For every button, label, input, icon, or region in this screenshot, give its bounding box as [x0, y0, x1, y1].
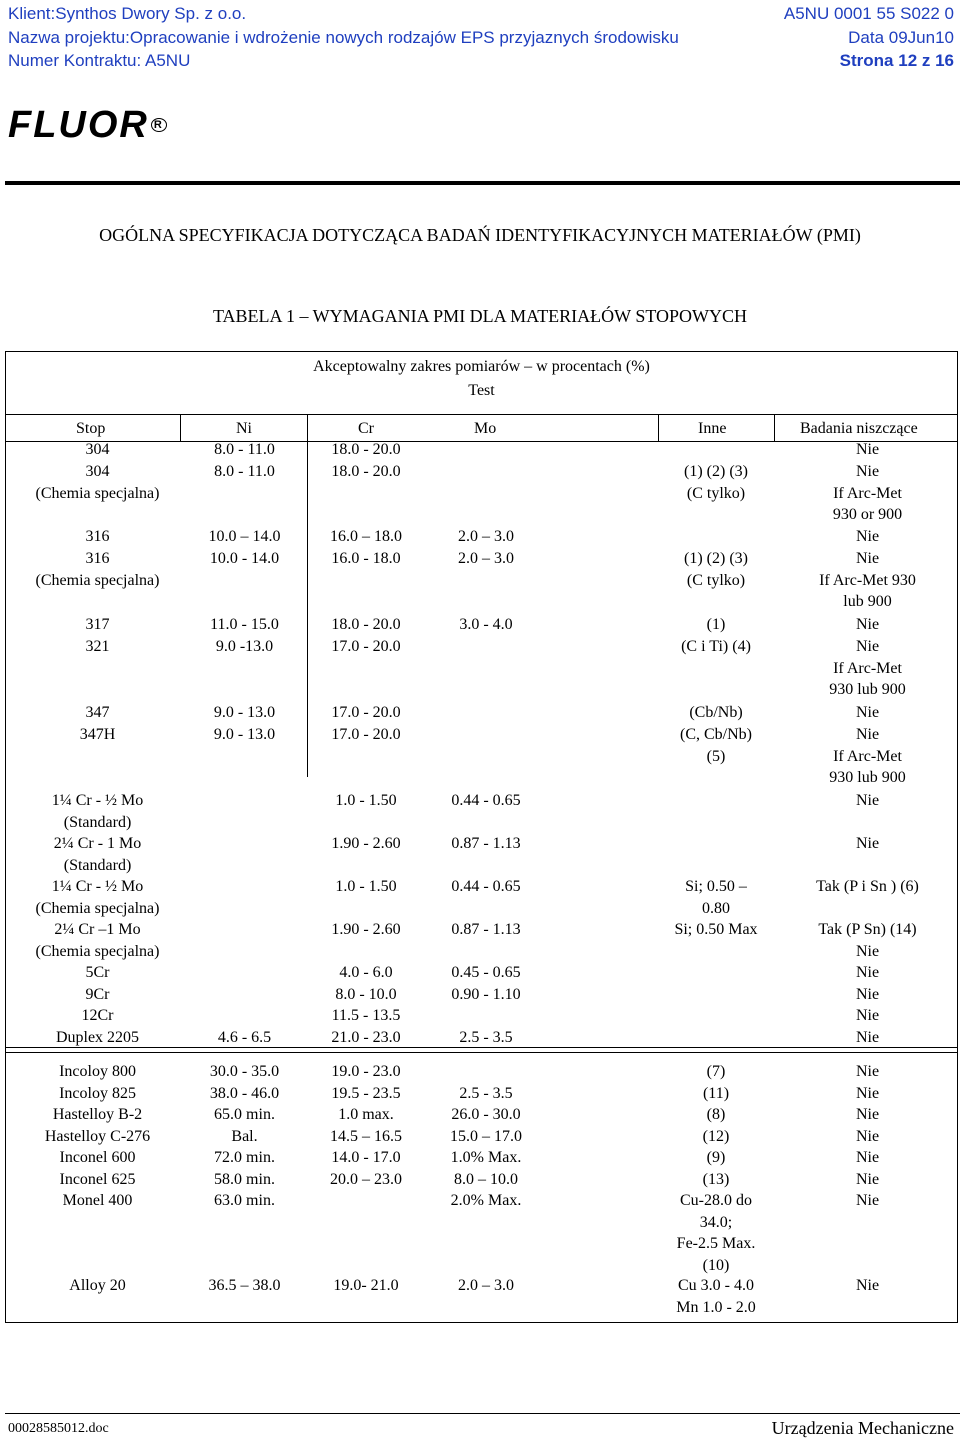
cell-line: 9.0 -13.0 — [215, 638, 274, 655]
logo-text: FLUOR — [8, 104, 149, 146]
column-divider — [774, 414, 775, 441]
ni-cell — [192, 614, 297, 636]
alloy-cell — [14, 1190, 181, 1212]
cell-line: 316 — [85, 528, 110, 545]
col-header-inne: Inne — [698, 420, 727, 437]
cell-line: lub 900 — [843, 593, 892, 610]
cell-line: Inconel 625 — [59, 1170, 136, 1188]
date-label: Data 09Jun10 — [848, 28, 954, 47]
cell-line: If Arc-Met — [833, 659, 902, 677]
cell-line: (1) (2) (3) — [684, 550, 748, 567]
cell-line: (13) — [702, 1170, 730, 1188]
cell-line: 14.5 – 16.5 — [330, 1127, 402, 1145]
cell-line: Nie — [855, 942, 880, 960]
cell-line: 2.0% Max. — [450, 1192, 522, 1209]
mo-cell — [431, 1190, 541, 1212]
cell-line: Tak (P i Sn ) (6) — [816, 878, 919, 895]
cell-line: Nie — [855, 726, 880, 743]
cell-line: 18.0 - 20.0 — [331, 463, 401, 480]
alloy-cell — [14, 790, 181, 876]
cell-line: (9) — [706, 1149, 726, 1166]
cell-line: 347 — [85, 704, 110, 721]
cell-line: 19.0 - 23.0 — [331, 1063, 401, 1080]
cell-line: Nie — [855, 704, 880, 721]
cell-line: (Cb/Nb) — [689, 704, 743, 721]
cell-line: 1.0 - 1.50 — [335, 792, 397, 809]
cr-cell — [311, 876, 421, 1048]
cell-line: 1.90 - 2.60 — [331, 921, 401, 938]
cell-line: 4.6 - 6.5 — [217, 1028, 272, 1046]
footer-section: Urządzenia Mechaniczne — [771, 1418, 954, 1438]
footer-filename: 00028585012.doc — [8, 1421, 109, 1436]
cell-line: Nie — [855, 1149, 880, 1166]
ni-cell — [192, 724, 297, 746]
cr-cell — [311, 461, 421, 483]
cell-line: 2.5 - 3.5 — [459, 1028, 513, 1046]
alloy-cell — [14, 1275, 181, 1297]
alloy-cell — [14, 1061, 181, 1104]
col-header-cr: Cr — [358, 420, 374, 437]
cr-cell — [311, 1275, 421, 1297]
cr-cell — [311, 526, 421, 548]
cell-line: Fe-2.5 Max. — [676, 1235, 756, 1252]
destructive-test-cell — [786, 636, 949, 701]
mo-cell — [431, 790, 541, 855]
cell-line: (C i Ti) (4) — [681, 638, 751, 655]
destructive-test-cell — [786, 724, 949, 789]
fluor-logo — [8, 105, 167, 145]
cell-line: Bal. — [231, 1127, 258, 1145]
cell-line: 30.0 - 35.0 — [209, 1063, 280, 1080]
cell-line: 0.87 - 1.13 — [451, 921, 521, 938]
col-header-ni: Ni — [236, 420, 252, 437]
destructive-test-cell — [786, 461, 949, 526]
destructive-test-cell — [786, 439, 949, 461]
cell-line: 15.0 – 17.0 — [450, 1127, 522, 1145]
cell-line: 19.5 - 23.5 — [331, 1084, 401, 1102]
cell-line — [431, 898, 541, 920]
alloy-cell — [14, 614, 181, 636]
table-title: TABELA 1 – WYMAGANIA PMI DLA MATERIAŁÓW STOPOWYCH — [212, 306, 748, 326]
other-cell — [646, 461, 786, 504]
cell-line: (Standard) — [63, 813, 132, 831]
other-cell — [646, 1104, 786, 1147]
cr-cell — [311, 1061, 421, 1104]
client-label: Klient:Synthos Dwory Sp. z o.o. — [8, 4, 247, 23]
cell-line — [431, 1005, 541, 1027]
mo-cell — [431, 614, 541, 636]
cell-line: 321 — [85, 638, 110, 655]
other-cell — [646, 614, 786, 636]
cell-line: Nie — [855, 1170, 880, 1188]
cell-line: 14.0 - 17.0 — [331, 1149, 401, 1166]
cell-line: (1) — [706, 616, 726, 633]
cell-line: Nie — [855, 1028, 880, 1046]
cell-line: 304 — [85, 441, 110, 458]
destructive-test-cell — [786, 548, 949, 613]
ni-cell — [192, 1275, 297, 1297]
cell-line: Inconel 600 — [59, 1149, 136, 1166]
cell-line: 26.0 - 30.0 — [451, 1106, 521, 1123]
column-divider — [180, 414, 181, 441]
cell-line: 17.0 - 20.0 — [331, 704, 401, 721]
cell-line: 8.0 - 10.0 — [335, 985, 397, 1003]
cell-line: 16.0 - 18.0 — [331, 550, 401, 567]
other-cell — [646, 876, 786, 941]
cell-line: If Arc-Met — [833, 747, 902, 765]
cell-line: 2.0 – 3.0 — [458, 1277, 514, 1294]
cell-line: 10.0 - 14.0 — [209, 550, 280, 567]
col-header-mo: Mo — [474, 420, 497, 437]
mo-cell — [431, 1275, 541, 1297]
cell-line: Si; 0.50 Max — [674, 921, 758, 938]
destructive-test-cell — [786, 614, 949, 636]
document-number: A5NU 0001 55 S022 0 — [783, 4, 954, 23]
cell-line: 4.0 - 6.0 — [339, 964, 393, 981]
cell-line: Mn 1.0 - 2.0 — [676, 1298, 756, 1316]
ni-cell — [192, 1061, 297, 1104]
cell-line: 316 — [85, 550, 110, 567]
cell-line — [192, 919, 297, 941]
cell-line — [311, 941, 421, 963]
ni-cell — [192, 439, 297, 461]
cell-line: 0.80 — [702, 899, 730, 917]
table-caption-test: Test — [468, 382, 495, 399]
other-cell — [646, 1147, 786, 1190]
cr-cell — [311, 724, 421, 746]
cell-line: 0.90 - 1.10 — [451, 985, 521, 1003]
cell-line: 72.0 min. — [214, 1149, 275, 1166]
mo-cell — [431, 548, 541, 570]
cell-line: 930 lub 900 — [829, 681, 906, 698]
document-title: OGÓLNA SPECYFIKACJA DOTYCZĄCA BADAŃ IDENTYFIKACYJNYCH MATERIAŁÓW (PMI) — [99, 225, 861, 245]
cell-line: Nie — [855, 1192, 880, 1209]
cell-line: Tak (P Sn) (14) — [818, 921, 917, 938]
destructive-test-cell — [786, 790, 949, 855]
cr-cell — [311, 548, 421, 570]
cell-line: Nie — [855, 985, 880, 1003]
header-divider — [6, 414, 957, 415]
cell-line: (8) — [706, 1106, 726, 1123]
cell-line: (Chemia specjalna) — [35, 942, 160, 960]
cell-line: 65.0 min. — [214, 1106, 275, 1123]
cell-line: 304 — [85, 463, 110, 480]
col-header-stop: Stop — [76, 420, 106, 437]
cell-line: Nie — [855, 964, 880, 981]
cell-line: (Chemia specjalna) — [35, 899, 160, 917]
cell-line: 9Cr — [85, 985, 110, 1003]
ni-cell — [192, 1147, 297, 1190]
cell-line: Nie — [855, 792, 880, 809]
cell-line: Monel 400 — [62, 1192, 133, 1209]
cell-line: 16.0 – 18.0 — [330, 528, 402, 545]
cell-line: Si; 0.50 – — [685, 878, 747, 895]
other-cell — [646, 1190, 786, 1276]
ni-cell — [192, 876, 297, 1048]
cell-line: Incoloy 825 — [59, 1084, 136, 1102]
cell-line: (Chemia specjalna) — [35, 484, 160, 502]
destructive-test-cell — [786, 1104, 949, 1147]
cell-line: Nie — [855, 1084, 880, 1102]
alloy-cell — [14, 439, 181, 461]
other-cell — [646, 548, 786, 591]
cell-line: (C tylko) — [686, 571, 746, 589]
alloy-cell — [14, 461, 181, 504]
cell-line: Hastelloy C-276 — [44, 1127, 151, 1145]
cell-line: 58.0 min. — [214, 1170, 275, 1188]
mo-cell — [431, 1061, 541, 1104]
cell-line: Cu 3.0 - 4.0 — [678, 1277, 754, 1294]
cell-line: Incoloy 800 — [59, 1063, 136, 1080]
cell-line: 17.0 - 20.0 — [331, 638, 401, 655]
section-divider — [6, 1052, 957, 1053]
cell-line: Nie — [855, 550, 880, 567]
cell-line: 8.0 - 11.0 — [214, 463, 275, 480]
other-cell — [646, 724, 786, 767]
cell-line: Nie — [855, 528, 880, 545]
destructive-test-cell — [786, 1275, 949, 1297]
alloy-cell — [14, 724, 181, 746]
mo-cell — [431, 526, 541, 548]
cell-line: 0.87 - 1.13 — [451, 835, 521, 852]
cell-line: 8.0 - 11.0 — [214, 441, 275, 458]
cell-line: 930 lub 900 — [829, 769, 906, 786]
cell-line: 18.0 - 20.0 — [331, 441, 401, 458]
cell-line: 1¼ Cr - ½ Mo — [51, 878, 144, 895]
cell-line: Nie — [855, 1063, 880, 1080]
ni-cell — [192, 1190, 297, 1212]
cell-line — [192, 898, 297, 920]
ni-cell — [192, 548, 297, 570]
ni-cell — [192, 461, 297, 483]
cell-line: 63.0 min. — [214, 1192, 275, 1209]
cell-line: 12Cr — [81, 1007, 114, 1024]
cell-line: Nie — [855, 1106, 880, 1123]
cell-line: 1.0% Max. — [450, 1149, 522, 1166]
destructive-test-cell — [786, 1061, 949, 1104]
destructive-test-cell — [786, 1190, 949, 1212]
col-header-badania: Badania niszczące — [800, 420, 918, 437]
cell-line — [192, 962, 297, 984]
table-caption: Akceptowalny zakres pomiarów – w procentach (%) — [313, 358, 650, 375]
cell-line: Alloy 20 — [69, 1277, 126, 1294]
column-divider — [658, 414, 659, 441]
destructive-test-cell — [786, 526, 949, 548]
cell-line: 2.0 – 3.0 — [458, 550, 514, 567]
cell-line — [431, 1061, 541, 1083]
cell-line: Cu-28.0 do — [680, 1192, 752, 1209]
cell-line — [786, 812, 949, 834]
cell-line: 11.5 - 13.5 — [331, 1007, 401, 1024]
cell-line: (Standard) — [63, 856, 132, 874]
contract-label: Numer Kontraktu: A5NU — [8, 51, 191, 70]
cell-line: Nie — [855, 638, 880, 655]
cell-line: 1.0 - 1.50 — [335, 878, 397, 895]
cell-line: Nie — [855, 616, 880, 633]
cr-cell — [311, 439, 421, 461]
cell-line: 0.44 - 0.65 — [451, 792, 521, 809]
cell-line: Nie — [855, 1127, 880, 1145]
cell-line: (1) (2) (3) — [684, 463, 748, 480]
cell-line: (12) — [702, 1127, 730, 1145]
alloy-cell — [14, 876, 181, 1048]
cell-line — [192, 984, 297, 1006]
cr-cell — [311, 790, 421, 855]
registered-mark-icon: R — [151, 118, 167, 132]
mo-cell — [431, 1104, 541, 1147]
cell-line: (C, Cb/Nb) — [680, 726, 752, 743]
other-cell — [646, 636, 786, 658]
cell-line: 2.0 – 3.0 — [458, 528, 514, 545]
cell-line: 2¼ Cr - 1 Mo — [53, 835, 142, 852]
cell-line: 1.0 max. — [338, 1106, 394, 1123]
cell-line — [311, 812, 421, 834]
other-cell — [646, 1061, 786, 1104]
page-number: Strona 12 z 16 — [839, 51, 954, 70]
cell-line: (11) — [702, 1084, 730, 1102]
alloy-cell — [14, 1147, 181, 1190]
alloy-cell — [14, 702, 181, 724]
alloy-cell — [14, 636, 181, 658]
cr-cell — [311, 614, 421, 636]
cell-line — [786, 898, 949, 920]
ni-cell — [192, 702, 297, 724]
cell-line: Hastelloy B-2 — [52, 1106, 143, 1123]
cell-line — [192, 876, 297, 898]
cell-line: 36.5 – 38.0 — [208, 1277, 281, 1294]
cell-line: 19.0- 21.0 — [333, 1277, 399, 1294]
mo-cell — [431, 876, 541, 1048]
alloy-cell — [14, 526, 181, 548]
cell-line — [192, 941, 297, 963]
cell-line: 10.0 – 14.0 — [208, 528, 281, 545]
destructive-test-cell — [786, 1147, 949, 1190]
cell-line: (Chemia specjalna) — [35, 571, 160, 589]
cell-line — [431, 812, 541, 834]
column-divider — [307, 414, 308, 441]
cr-cell — [311, 636, 421, 658]
ni-cell — [192, 526, 297, 548]
ni-cell — [192, 1104, 297, 1147]
cr-cell — [311, 1147, 421, 1190]
cell-line: 8.0 – 10.0 — [454, 1170, 518, 1188]
header-rule — [5, 181, 960, 185]
cell-line: 18.0 - 20.0 — [331, 616, 401, 633]
destructive-test-cell — [786, 702, 949, 724]
cell-line: 21.0 - 23.0 — [331, 1028, 401, 1046]
cell-line: If Arc-Met — [833, 484, 902, 502]
ni-cell — [192, 636, 297, 658]
cell-line: 1.90 - 2.60 — [331, 835, 401, 852]
cell-line: Nie — [855, 1277, 880, 1294]
cell-line: Nie — [855, 1007, 880, 1024]
alloy-cell — [14, 1104, 181, 1147]
cr-cell — [311, 1104, 421, 1147]
cell-line: 5Cr — [85, 964, 110, 981]
cell-line: 38.0 - 46.0 — [209, 1084, 280, 1102]
cell-line: (7) — [706, 1063, 726, 1080]
cell-line: 34.0; — [699, 1213, 733, 1231]
project-label: Nazwa projektu:Opracowanie i wdrożenie nowych rodzajów EPS przyjaznych środowisku — [8, 28, 679, 47]
column-divider — [307, 441, 308, 777]
cell-line: 2.5 - 3.5 — [459, 1084, 513, 1102]
cell-line: (10) — [702, 1256, 730, 1274]
cell-line: 930 or 900 — [832, 506, 903, 523]
other-cell — [646, 1275, 786, 1318]
alloy-cell — [14, 548, 181, 591]
cell-line: 3.0 - 4.0 — [459, 616, 513, 633]
cell-line: Nie — [855, 463, 880, 480]
cell-line: 1¼ Cr - ½ Mo — [51, 792, 144, 809]
cell-line: 2¼ Cr –1 Mo — [54, 921, 141, 938]
cell-line: 20.0 – 23.0 — [330, 1170, 402, 1188]
cell-line: 0.44 - 0.65 — [451, 878, 521, 895]
cell-line — [431, 941, 541, 963]
destructive-test-cell — [786, 876, 949, 1048]
cell-line: Nie — [855, 441, 880, 458]
cell-line: Duplex 2205 — [55, 1028, 140, 1046]
cell-line: (5) — [706, 747, 726, 765]
cell-line: (C tylko) — [686, 484, 746, 502]
cell-line: Nie — [855, 835, 880, 852]
cell-line: 11.0 - 15.0 — [210, 616, 279, 633]
cell-line: 9.0 - 13.0 — [213, 726, 276, 743]
cell-line — [311, 898, 421, 920]
cell-line — [192, 1005, 297, 1027]
cell-line: 347H — [79, 726, 116, 743]
pmi-requirements-table — [5, 351, 958, 1323]
cell-line: If Arc-Met 930 — [819, 571, 916, 589]
mo-cell — [431, 1147, 541, 1190]
footer-rule — [5, 1413, 960, 1414]
cell-line: 9.0 - 13.0 — [213, 704, 276, 721]
other-cell — [646, 702, 786, 724]
cell-line: 17.0 - 20.0 — [331, 726, 401, 743]
cell-line: 0.45 - 0.65 — [451, 964, 521, 981]
cr-cell — [311, 702, 421, 724]
cell-line: 317 — [85, 616, 110, 633]
